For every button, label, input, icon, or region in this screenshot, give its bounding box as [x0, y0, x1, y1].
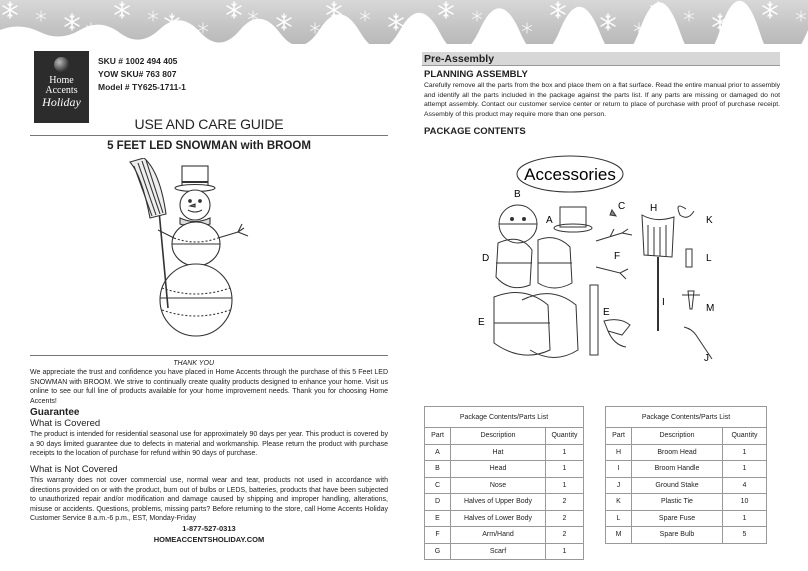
table-row: [606, 494, 767, 511]
table-row: [425, 477, 584, 494]
cell-part: D: [425, 494, 451, 511]
phone-number: 1-877-527-0313: [182, 524, 236, 533]
not-covered-heading: What is Not Covered: [30, 464, 118, 475]
cell-description: Hat: [451, 444, 546, 461]
model-number: Model # TY625-1711-1: [98, 82, 186, 92]
table-row: [425, 494, 584, 511]
part-label-m: M: [706, 303, 715, 314]
cell-part: F: [425, 527, 451, 544]
table-row: [425, 461, 584, 478]
planning-heading: PLANNING ASSEMBLY: [424, 69, 528, 80]
cell-part: L: [606, 510, 632, 527]
part-label-d: D: [482, 253, 490, 264]
cell-quantity: 2: [546, 527, 584, 544]
logo-text-line1: Home: [49, 75, 74, 86]
part-label-c: C: [618, 201, 626, 212]
contents-heading: PACKAGE CONTENTS: [424, 126, 526, 137]
covered-text: The product is intended for residential seasonal use for approximately 90 days per year. This product is covered by a 90 days limited guarantee due to defects in material and workmanship. Please return the product with purchase receipts to the location of purchase for refund within 90 days of purchase.: [30, 431, 388, 458]
cell-part: C: [425, 477, 451, 494]
cell-description: Scarf: [451, 543, 546, 560]
part-label-l: L: [706, 253, 712, 264]
table-row: [606, 527, 767, 544]
accessories-label: Accessories: [524, 165, 616, 184]
table-row: [606, 510, 767, 527]
part-label-a: A: [546, 215, 553, 226]
cell-part: K: [606, 494, 632, 511]
col-header-quantity: Quantity: [723, 428, 767, 445]
divider: [30, 135, 388, 136]
cell-part: A: [425, 444, 451, 461]
guide-title: USE AND CARE GUIDE: [134, 116, 284, 132]
table-caption: Package Contents/Parts List: [606, 407, 767, 428]
cell-part: G: [425, 543, 451, 560]
parts-list-table-1: [424, 406, 584, 560]
parts-list-table-2: [605, 406, 767, 544]
guarantee-heading: Guarantee: [30, 407, 80, 418]
snowflake-banner: [0, 0, 808, 44]
cell-part: H: [606, 444, 632, 461]
col-header-description: Description: [451, 428, 546, 445]
thank-you-heading: THANK YOU: [173, 360, 214, 367]
logo-text-line2: Accents: [45, 85, 78, 96]
sku-number: SKU # 1002 494 405: [98, 56, 178, 66]
cell-description: Nose: [451, 477, 546, 494]
cell-description: Plastic Tie: [632, 494, 723, 511]
col-header-description: Description: [632, 428, 723, 445]
col-header-part: Part: [606, 428, 632, 445]
col-header-part: Part: [425, 428, 451, 445]
table-row: [425, 543, 584, 560]
cell-quantity: 1: [723, 510, 767, 527]
cell-part: E: [425, 510, 451, 527]
cell-description: Halves of Lower Body: [451, 510, 546, 527]
website-link[interactable]: HOMEACCENTSHOLIDAY.COM: [153, 535, 265, 544]
cell-quantity: 5: [723, 527, 767, 544]
col-header-quantity: Quantity: [546, 428, 584, 445]
cell-description: Head: [451, 461, 546, 478]
cell-part: J: [606, 477, 632, 494]
table-row: [425, 444, 584, 461]
cell-quantity: 1: [546, 444, 584, 461]
cell-description: Arm/Hand: [451, 527, 546, 544]
product-title: 5 FEET LED SNOWMAN with BROOM: [107, 140, 311, 152]
cell-part: I: [606, 461, 632, 478]
package-contents-illustration-icon: [474, 145, 774, 375]
table-caption: Package Contents/Parts List: [425, 407, 584, 428]
cell-quantity: 1: [723, 444, 767, 461]
table-row: [425, 527, 584, 544]
part-label-k: K: [706, 215, 713, 226]
part-label-j: J: [704, 353, 709, 364]
part-label-f: F: [614, 251, 621, 262]
not-covered-text: This warranty does not cover commercial use, normal wear and tear, products not used in accordance with directions provided on or with the product, burn out of bulbs or LEDS, batteries, products that have been subjected to unauthorized repair and/or modification and damage caused by shipping and improper handling, alterations, misuse or accidents. Questions, problems, missing parts? Before returning to the store, call Home Accents Holiday Customer Service 8 a.m.-6 p.m., EST, Monday-Friday: [30, 477, 388, 523]
cell-description: Spare Fuse: [632, 510, 723, 527]
planning-text: Carefully remove all the parts from the box and place them on a flat surface. Read the entire manual prior to assembly and identify all the parts included in the package against the parts list. If any parts are missing or damaged do not attempt assembly. Contact our customer service center or return to place of purchase with proof of purchase receipt. Assembly of this product may require more than one person.: [424, 82, 780, 118]
cell-description: Halves of Upper Body: [451, 494, 546, 511]
cell-quantity: 4: [723, 477, 767, 494]
cell-quantity: 1: [546, 477, 584, 494]
section-title-bar: Pre-Assembly: [422, 52, 780, 66]
part-label-e2: E: [603, 307, 610, 318]
cell-description: Broom Handle: [632, 461, 723, 478]
part-label-h: H: [650, 203, 658, 214]
ornament-icon: [54, 57, 69, 72]
yow-sku-number: YOW SKU# 763 807: [98, 69, 177, 79]
cell-quantity: 1: [546, 543, 584, 560]
cell-part: B: [425, 461, 451, 478]
table-row: [425, 510, 584, 527]
table-row: [606, 444, 767, 461]
snowflake-pattern-icon: [0, 0, 808, 44]
cell-quantity: 2: [546, 510, 584, 527]
part-label-i: I: [662, 297, 665, 308]
table-row: [606, 461, 767, 478]
cell-description: Spare Bulb: [632, 527, 723, 544]
snowman-illustration-icon: [120, 158, 260, 340]
covered-heading: What is Covered: [30, 418, 101, 429]
cell-description: Broom Head: [632, 444, 723, 461]
table-row: [606, 477, 767, 494]
cell-quantity: 1: [723, 461, 767, 478]
part-label-b: B: [514, 189, 521, 200]
logo-text-line3: Holiday: [42, 95, 81, 109]
cell-quantity: 2: [546, 494, 584, 511]
thank-you-text: We appreciate the trust and confidence you have placed in Home Accents through the purchase of this 5 Feet LED SNOWMAN with BROOM. We strive to continually create quality products designed to enhance your home. Visit us online to see our full line of products available for your home improvement needs. Thank you for choosing Home Accents!: [30, 369, 388, 405]
cell-part: M: [606, 527, 632, 544]
cell-quantity: 10: [723, 494, 767, 511]
divider: [30, 355, 388, 356]
cell-quantity: 1: [546, 461, 584, 478]
part-label-e1: E: [478, 317, 485, 328]
home-accents-holiday-logo: [34, 51, 89, 123]
cell-description: Ground Stake: [632, 477, 723, 494]
